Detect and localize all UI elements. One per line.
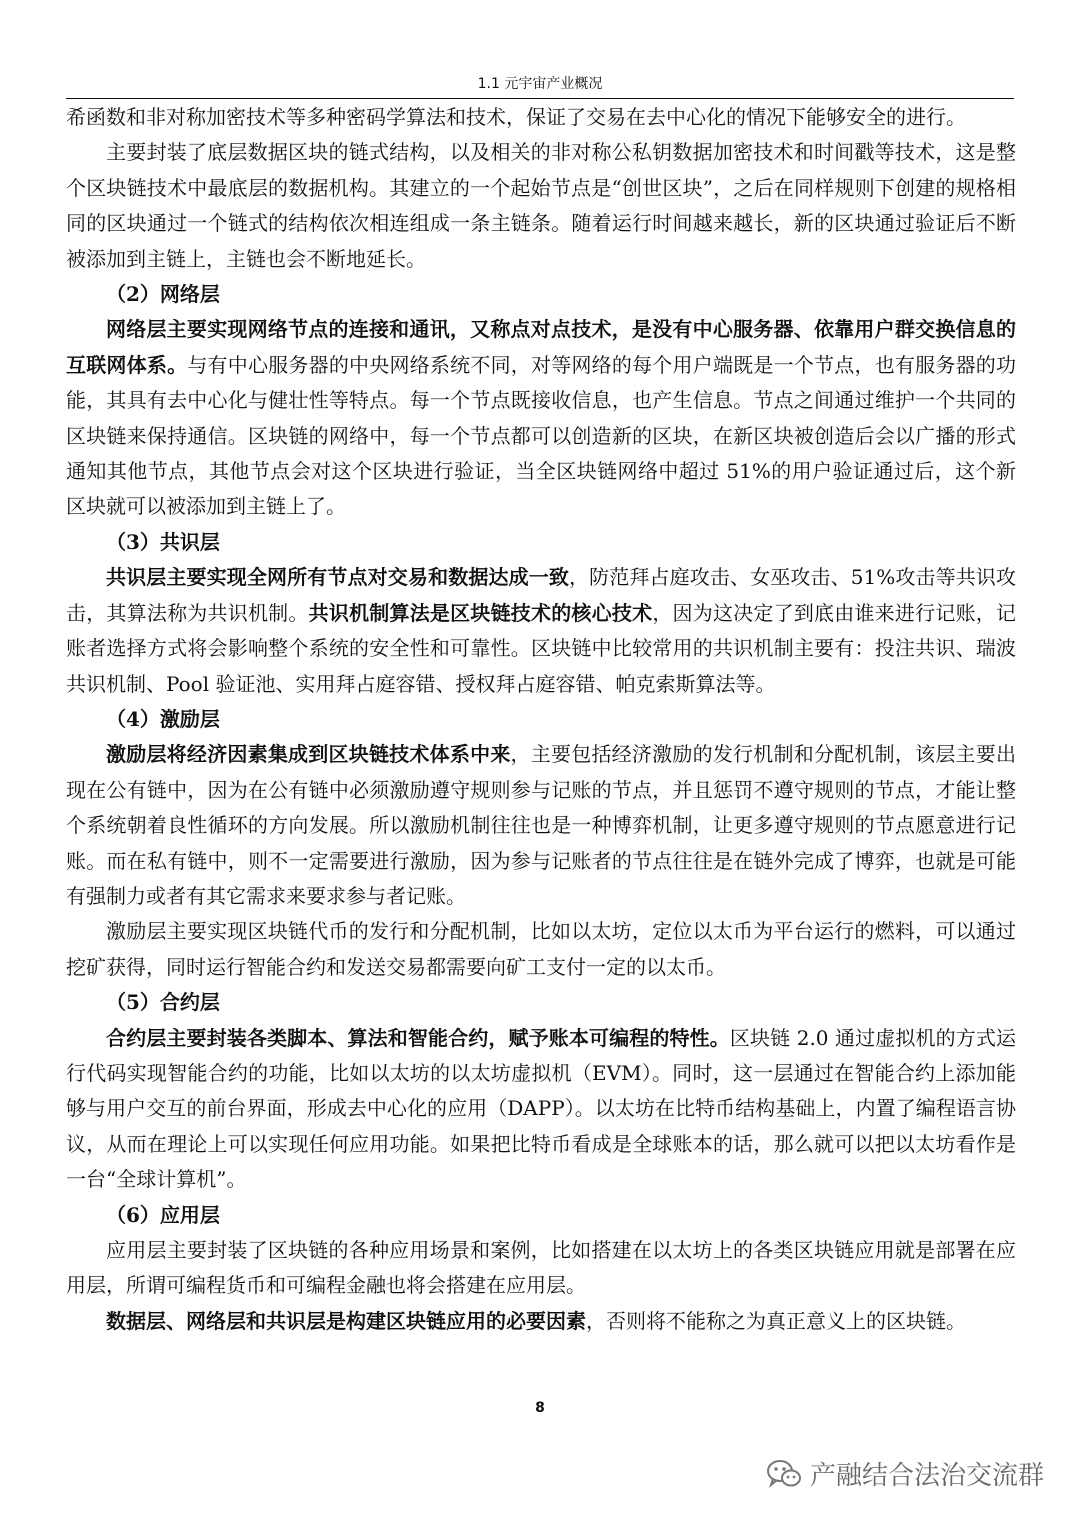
paragraph-consensus-layer bbox=[66, 560, 1016, 702]
paragraph-incentive-layer bbox=[66, 737, 1016, 914]
bold-network-layer-lead: 网络层主要实现网络节点的连接和通讯，又称点对点技术，是没有中心服务器、依靠用户群交换信息的互联网体系。 bbox=[66, 317, 1016, 377]
network-layer-text: 与有中心服务器的中央网络系统不同，对等网络的每个用户端既是一个节点，也有服务器的功能，其具有去中心化与健壮性等特点。每一个节点既接收信息，也产生信息。节点之间通过维护一个共同的区块链来保持通信。区块链的网络中，每一个节点都可以创造新的区块，在新区块被创造后会以广播的形式通知其他节点，其他节点会对这个区块进行验证，当全区块链网络中超过 51%的用户验证通过后，这个新区块就可以被添加到主链上了。 bbox=[66, 352, 1017, 519]
heading-contract-layer: （5）合约层 bbox=[106, 990, 220, 1015]
watermark bbox=[766, 1455, 1044, 1492]
paragraph-network-layer bbox=[66, 312, 1016, 524]
bold-consensus-lead: 共识层主要实现全网所有节点对交易和数据达成一致 bbox=[106, 565, 569, 590]
heading-application-layer: （6）应用层 bbox=[106, 1202, 220, 1227]
watermark-text: 产融结合法治交流群 bbox=[809, 1461, 1044, 1491]
contract-text: 区块链 2.0 通过虚拟机的方式运行代码实现智能合约的功能，比如以太坊的以太坊虚拟机（EVM）。同时，这一层通过在智能合约上添加能够与用户交互的前台界面，形成去中心化的应用（DAPP）。以太坊在比特币结构基础上，内置了编程语言协议，从而在理论上可以实现任何应用功能。如果把比特币看成是全球账本的话，那么就可以把以太坊看作是一台“全球计算机”。 bbox=[66, 1025, 1016, 1192]
bold-contract-lead: 合约层主要封装各类脚本、算法和智能合约，赋予账本可编程的特性。 bbox=[106, 1025, 730, 1050]
document-body bbox=[66, 100, 1016, 1339]
paragraph-data-layer: 主要封装了底层数据区块的链式结构，以及相关的非对称公私钥数据加密技术和时间戳等技术，这是整个区块链技术中最底层的数据机构。其建立的一个起始节点是“创世区块”，之后在同样规则下创建的规格相同的区块通过一个链式的结构依次相连组成一条主链条。随着运行时间越来越长，新的区块通过验证后不断被添加到主链上，主链也会不断地延长。 bbox=[66, 140, 1016, 271]
paragraph-hash-continuation: 希函数和非对称加密技术等多种密码学算法和技术，保证了交易在去中心化的情况下能够安全的进行。 bbox=[66, 105, 966, 129]
heading-network-layer: （2）网络层 bbox=[106, 282, 220, 307]
bold-consensus-core: 共识机制算法是区块链技术的核心技术 bbox=[308, 600, 653, 625]
heading-consensus-layer: （3）共识层 bbox=[106, 529, 220, 554]
paragraph-conclusion bbox=[66, 1304, 1016, 1339]
paragraph-incentive-token: 激励层主要实现区块链代币的发行和分配机制，比如以太坊，定位以太币为平台运行的燃料，可以通过挖矿获得，同时运行智能合约和发送交易都需要向矿工支付一定的以太币。 bbox=[66, 919, 1016, 979]
conclusion-text: ，否则将不能称之为真正意义上的区块链。 bbox=[586, 1308, 966, 1333]
incentive-text: ，主要包括经济激励的发行机制和分配机制，该层主要出现在公有链中，因为在公有链中必须激励遵守规则参与记账的节点，并且惩罚不遵守规则的节点，才能让整个系统朝着良性循环的方向发展。所以激励机制往往也是一种博弈机制，让更多遵守规则的节点愿意进行记账。而在私有链中，则不一定需要进行激励，因为参与记账者的节点往往是在链外完成了博弈，也就是可能有强制力或者有其它需求来要求参与者记账。 bbox=[66, 742, 1017, 908]
bold-incentive-lead: 激励层将经济因素集成到区块链技术体系中来 bbox=[106, 742, 511, 767]
paragraph-application-layer: 应用层主要封装了区块链的各种应用场景和案例，比如搭建在以太坊上的各类区块链应用就是部署在应用层，所谓可编程货币和可编程金融也将会搭建在应用层。 bbox=[66, 1238, 1016, 1298]
paragraph-contract-layer bbox=[66, 1021, 1016, 1198]
heading-incentive-layer: （4）激励层 bbox=[106, 706, 220, 731]
wechat-icon bbox=[766, 1459, 802, 1489]
bold-conclusion-lead: 数据层、网络层和共识层是构建区块链应用的必要因素 bbox=[106, 1308, 586, 1333]
consensus-text-1: ，防范拜占庭攻击、女巫攻击、51%攻击等共识攻击，其算法称为共识机制。 bbox=[66, 565, 1017, 625]
consensus-text-2: ，因为这决定了到底由谁来进行记账，记账者选择方式将会影响整个系统的安全性和可靠性。区块链中比较常用的共识机制主要有：投注共识、瑞波共识机制、Pool 验证池、实用拜占庭容错、授权拜占庭容错、帕克索斯算法等。 bbox=[66, 600, 1017, 696]
page-number: 8 bbox=[535, 1400, 545, 1416]
running-header: 1.1 元宇宙产业概况 bbox=[66, 74, 1014, 99]
